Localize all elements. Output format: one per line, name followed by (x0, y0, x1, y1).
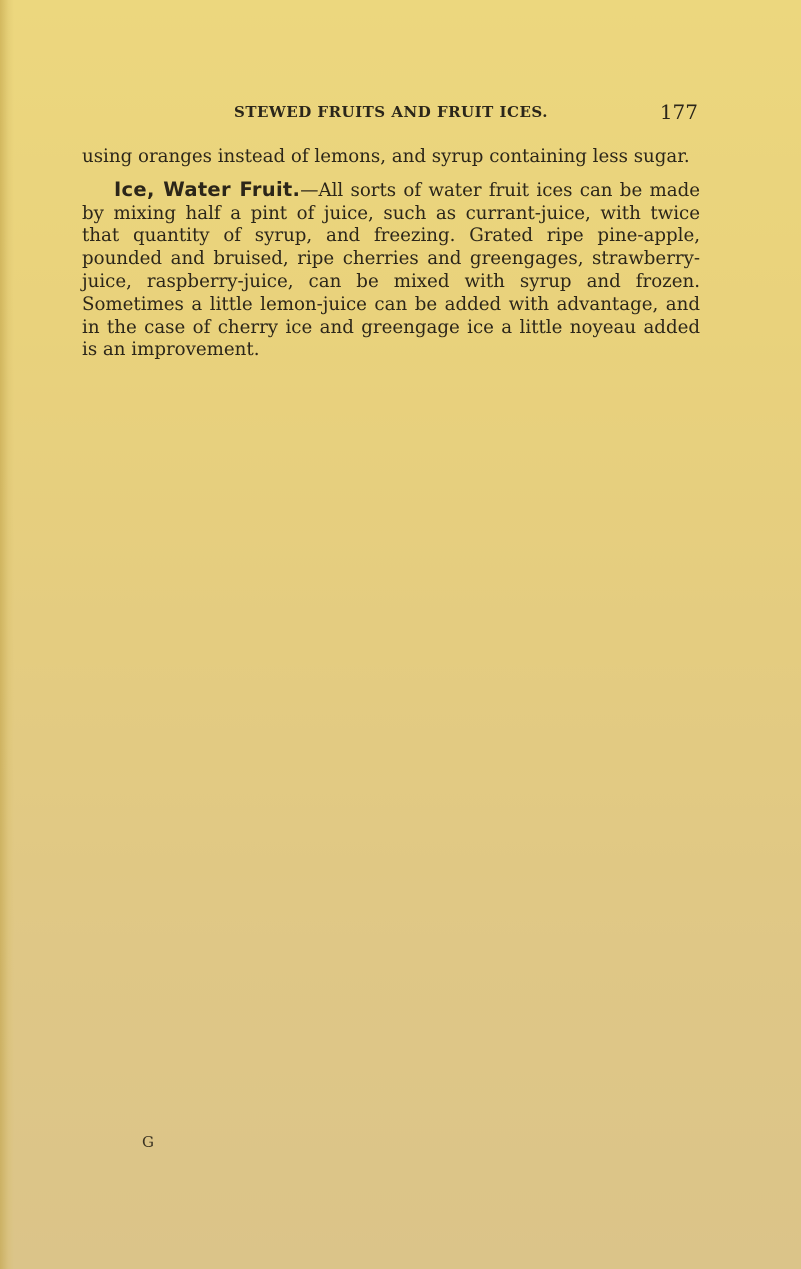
body-text (82, 146, 700, 362)
paragraph-continued (82, 146, 700, 169)
running-title: STEWED FRUITS AND FRUIT ICES. (234, 103, 548, 121)
paragraph-heading: Ice, Water Fruit. (114, 177, 301, 201)
page-edge-shadow (0, 0, 14, 1269)
paragraph-text: —All sorts of water fruit ices can be made by mixing half a pint of juice, such as currant-juice, with twice that quantity of syrup, and freezing. Grated ripe pine-apple, pounded and bruised, ripe cherries and greengages, strawberry-juice, raspberry-juice, can be mixed with syrup and frozen. Sometimes a little lemon-juice can be added with advantage, and in the case of cherry ice and greengage ice a little noyeau added is an improvement. (82, 179, 700, 361)
signature-mark: G (142, 1133, 154, 1151)
paragraph-text: using oranges instead of lemons, and syrup containing less sugar. (82, 146, 690, 167)
paragraph-water-fruit-ice (82, 179, 700, 362)
page-number: 177 (659, 100, 698, 124)
running-head (82, 100, 710, 130)
